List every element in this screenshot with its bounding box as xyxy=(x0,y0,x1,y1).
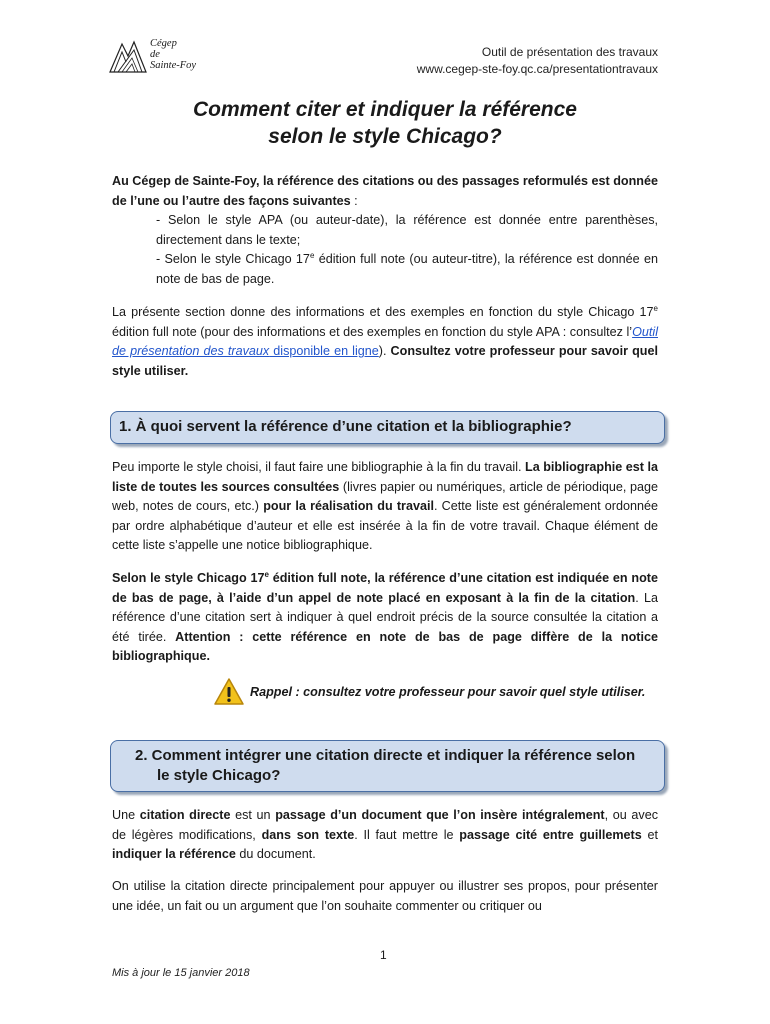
para4-text-1: . La référence d’une citation sert à indiquer à quel endroit précis de la source consultée la citation a été tirée. xyxy=(112,590,658,644)
para5-text-4: . Il faut mettre le xyxy=(354,827,460,842)
style-list xyxy=(156,211,658,289)
section-2-heading-box xyxy=(110,740,665,792)
para5-text-5: et xyxy=(641,827,658,842)
para4-bold-1: Selon le style Chicago 17 xyxy=(112,571,265,585)
header-url: www.cegep-ste-foy.qc.ca/presentationtravaux xyxy=(416,62,658,76)
direct-citation-paragraph xyxy=(112,806,658,865)
para5-text-6: du document. xyxy=(235,847,316,862)
superscript-e: e xyxy=(653,303,658,313)
title-line-1: Comment citer et indiquer la référence xyxy=(193,98,577,121)
page-title xyxy=(112,96,658,150)
intro-paragraph xyxy=(112,172,658,211)
attention-bold: Attention : cette référence en note de bas de page diffère de la notice bibliographique. xyxy=(112,629,658,664)
para5-bold-5: indiquer la référence xyxy=(112,847,236,862)
para5-bold-3: dans son texte xyxy=(261,827,355,842)
logo-text xyxy=(150,38,196,71)
intro-bold-text: Au Cégep de Sainte-Foy, la référence des citations ou des passages reformulés est donnée de l’une ou l’autre des façons suivantes xyxy=(112,174,658,208)
list-item-apa: - Selon le style APA (ou auteur-date), la référence est donnée entre parenthèses, directement dans le texte; xyxy=(156,213,658,247)
list-item-chicago-end: édition full note (ou auteur-titre), la référence est donnée en note de bas de page. xyxy=(156,252,659,286)
para5-bold-4: passage cité entre guillemets xyxy=(459,827,642,842)
title-line-2: selon le style Chicago? xyxy=(268,125,502,148)
footer-updated-date: Mis à jour le 15 janvier 2018 xyxy=(112,967,250,979)
logo-mark-icon xyxy=(108,38,148,74)
section-1-heading-box xyxy=(110,411,665,444)
link-italic-text: Outil de présentation des travaux xyxy=(112,324,658,359)
para5-bold-2: passage d’un document que l’on insère intégralement xyxy=(275,808,605,822)
intro-tail: : xyxy=(350,193,358,208)
para3-text-3: . Cette liste est généralement ordonnée par ordre alphabétique d’auteur et elle est insérée à la fin de votre travail. Chaque élément de cette liste s’appelle une notice bibliographique. xyxy=(112,499,658,553)
para2-text-3: ). xyxy=(378,344,391,359)
section-2-heading-line-2: le style Chicago? xyxy=(157,767,281,784)
para2-text-2: édition full note (pour des informations et des exemples en fonction du style APA : consultez l’ xyxy=(112,324,633,339)
logo-line-3: Sainte-Foy xyxy=(150,60,197,71)
para5-text-2: est un xyxy=(230,808,276,822)
superscript-e: e xyxy=(309,251,315,260)
logo-line-2: de xyxy=(150,49,160,60)
consult-professor-bold: Consultez votre professeur pour savoir quel style utiliser. xyxy=(112,344,658,378)
para5-bold-1: citation directe xyxy=(139,808,231,822)
logo-line-1: Cégep xyxy=(150,38,177,49)
reminder-text: Rappel : consultez votre professeur pour savoir quel style utiliser. xyxy=(250,685,646,699)
link-plain-text: disponible en ligne xyxy=(269,344,379,359)
section-2-heading-line-1: 2. Comment intégrer une citation directe et indiquer la référence selon xyxy=(135,747,636,764)
para3-text-1: Peu importe le style choisi, il faut faire une bibliographie à la fin du travail. xyxy=(112,460,526,474)
warning-icon xyxy=(213,677,245,707)
para4-bold-2: édition full note, la référence d’une citation est indiquée en note de bas de page, à l’aide d’un appel de note placé en exposant à la fin de la citation xyxy=(112,571,659,605)
superscript-e: e xyxy=(264,569,269,579)
para5-text-3: , ou avec de légères modifications, xyxy=(112,808,659,842)
page-number: 1 xyxy=(380,948,387,962)
cegep-logo xyxy=(108,38,218,78)
chicago-reference-paragraph xyxy=(112,569,658,667)
list-item-chicago-start: - Selon le style Chicago 17 xyxy=(156,252,310,267)
list-item-chicago xyxy=(156,250,658,289)
para6-text: On utilise la citation directe principalement pour appuyer ou illustrer ses propos, pour présenter une idée, un fait ou un argument que l’on souhaite commenter ou critiquer ou xyxy=(112,879,658,913)
header-title: Outil de présentation des travaux xyxy=(481,45,658,59)
para3-bold-1: La bibliographie est la liste de toutes les sources consultées xyxy=(112,460,658,494)
page-header xyxy=(417,44,658,78)
para3-text-2: (livres papier ou numériques, article de périodique, page web, notes de cours, etc.) xyxy=(112,479,658,514)
usage-paragraph xyxy=(112,877,658,916)
para2-text-1: La présente section donne des informations et des exemples en fonction du style Chicago 17 xyxy=(112,305,654,319)
bibliography-paragraph xyxy=(112,458,658,556)
presentation-paragraph xyxy=(112,303,658,381)
para5-text-1: Une xyxy=(112,808,140,822)
para3-bold-2: pour la réalisation du travail xyxy=(263,499,434,514)
section-1-heading: 1. À quoi servent la référence d’une citation et la bibliographie? xyxy=(119,418,572,435)
